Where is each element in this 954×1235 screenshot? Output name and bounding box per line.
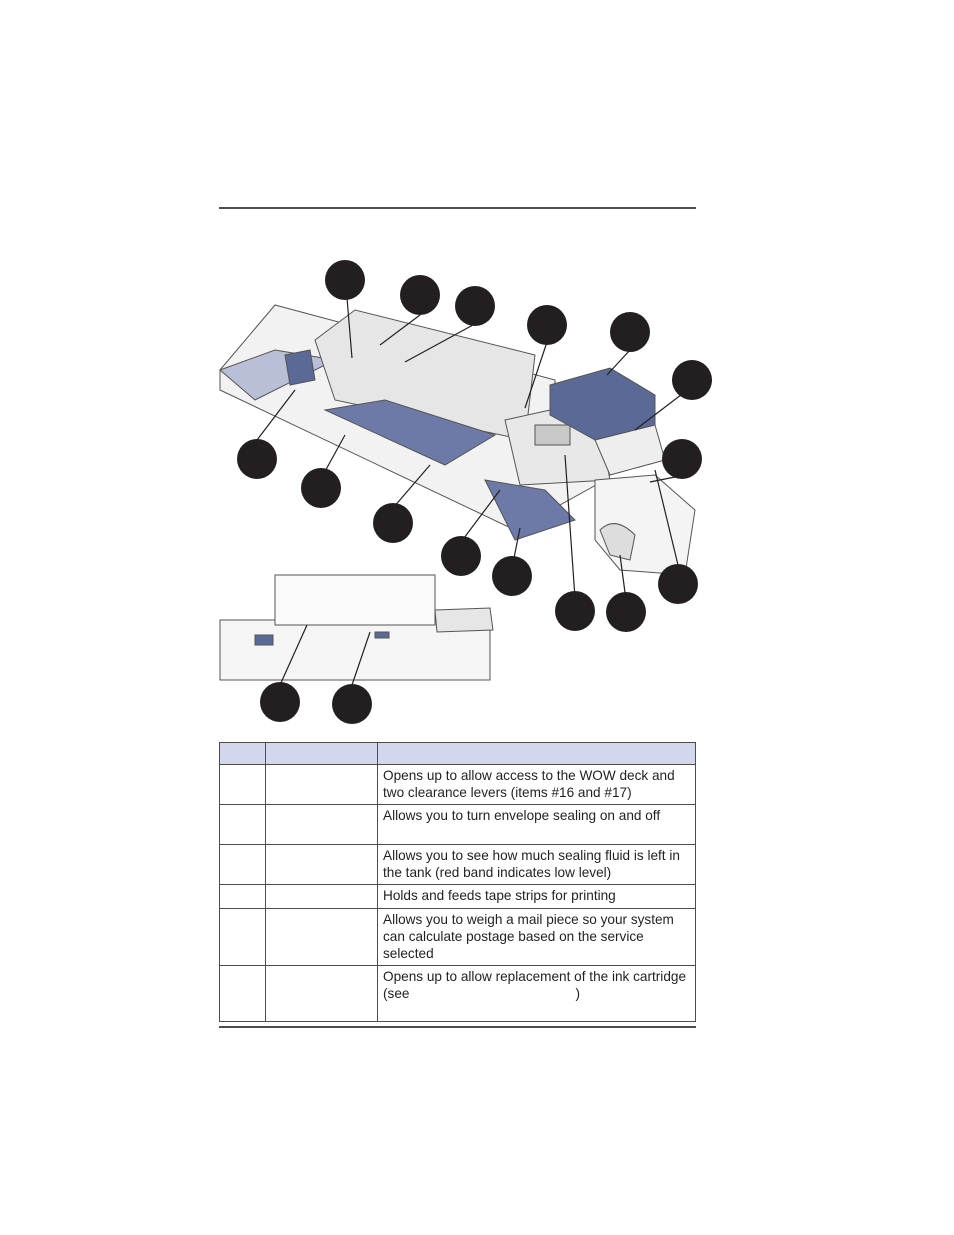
callout-marker [325,260,365,300]
callout-marker [610,312,650,352]
row-description [378,966,696,1022]
inset-lever-a [255,635,273,645]
row-number [220,909,266,966]
row-description-end: ) [575,986,580,1001]
inset-panel [435,608,493,632]
callout-marker [332,684,372,724]
callout-marker [492,556,532,596]
table-row [220,805,696,845]
callout-marker [441,536,481,576]
header-number [220,743,266,765]
callout-marker [373,503,413,543]
inset-lever-b [375,632,389,638]
callout-marker [301,468,341,508]
table-row [220,885,696,909]
callout-marker [555,591,595,631]
row-description-text: Opens up to allow replacement of the ink cartridge (see [383,969,687,1001]
row-number [220,765,266,805]
header-description [378,743,696,765]
callout-marker [606,592,646,632]
parts-table [219,742,696,1022]
row-description: Allows you to see how much sealing fluid is left in the tank (red band indicates low level) [378,845,696,885]
row-component [266,765,378,805]
callout-marker [455,286,495,326]
row-number [220,805,266,845]
display-screen [535,425,570,445]
row-description: Allows you to weigh a mail piece so your system can calculate postage based on the service selected [378,909,696,966]
bottom-rule [219,1026,696,1028]
mailing-system-illustration [215,250,720,730]
row-description: Holds and feeds tape strips for printing [378,885,696,909]
row-description: Opens up to allow access to the WOW deck and two clearance levers (items #16 and #17) [378,765,696,805]
callout-marker [237,439,277,479]
callout-marker [527,305,567,345]
row-number [220,885,266,909]
row-component [266,966,378,1022]
lever-handle [285,350,315,385]
callout-marker [400,275,440,315]
table-header-row [220,743,696,765]
callout-marker [658,564,698,604]
header-component [266,743,378,765]
table-row [220,909,696,966]
row-number [220,966,266,1022]
row-component [266,885,378,909]
row-component [266,845,378,885]
table-row [220,966,696,1022]
row-component [266,805,378,845]
inset-cover [275,575,435,625]
table-row [220,765,696,805]
row-component [266,909,378,966]
row-description: Allows you to turn envelope sealing on and off [378,805,696,845]
callout-marker [662,439,702,479]
top-rule [219,207,696,209]
row-number [220,845,266,885]
table-row [220,845,696,885]
callout-marker [672,360,712,400]
callout-marker [260,682,300,722]
